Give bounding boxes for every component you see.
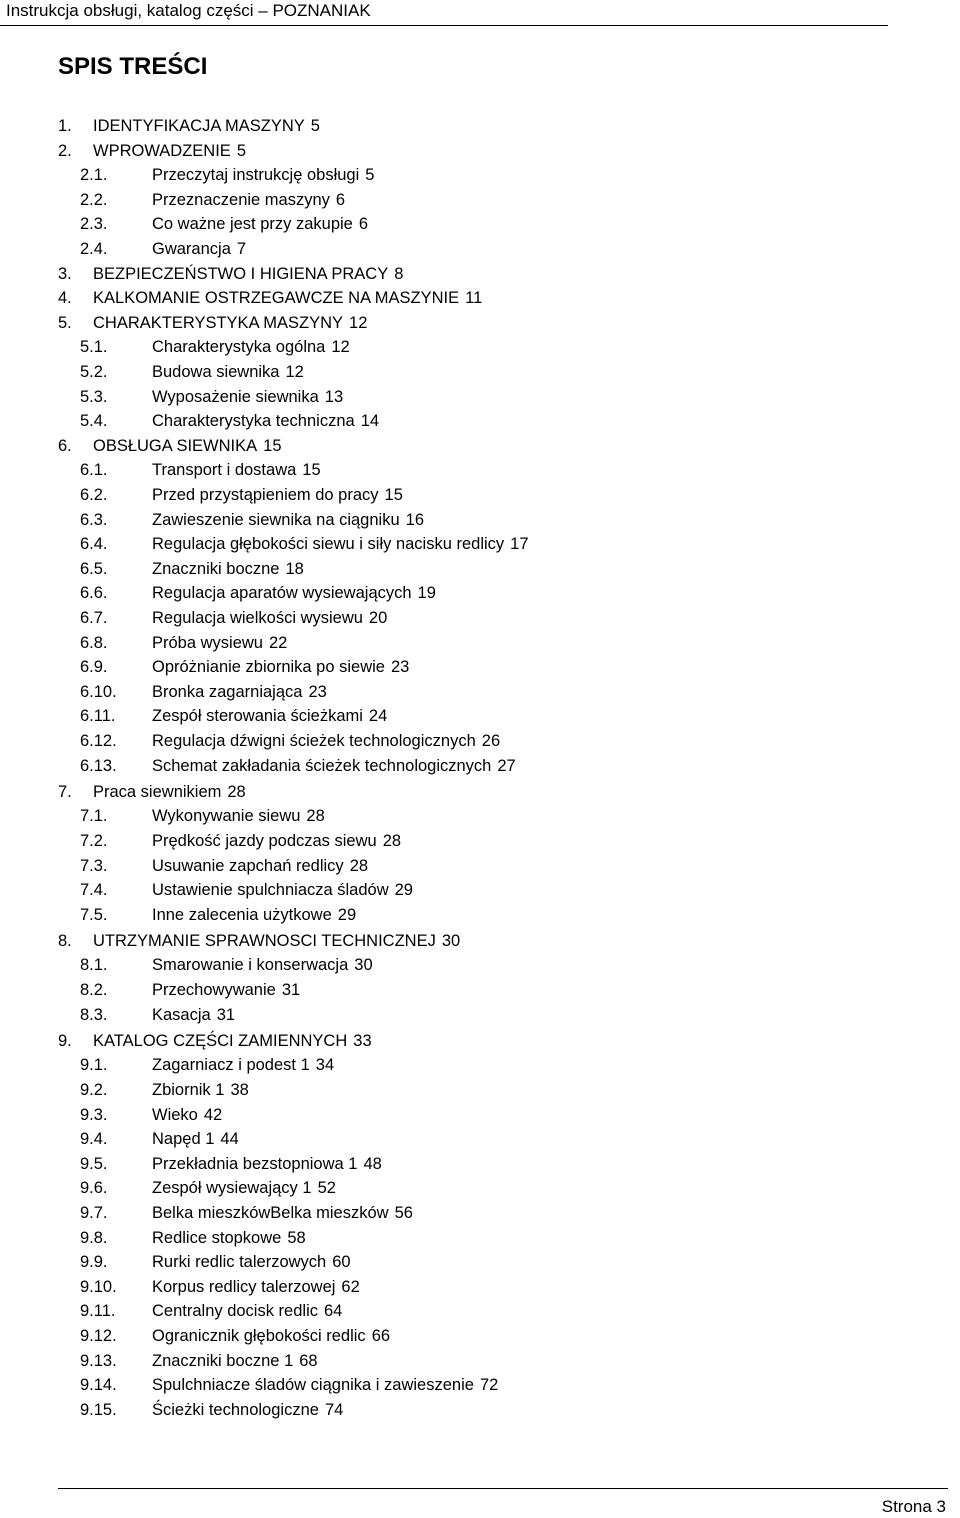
toc-entry-page: 28 — [306, 807, 325, 825]
toc-entry-number: 7.5. — [80, 906, 108, 924]
toc-entry-number: 6.1. — [80, 461, 108, 479]
toc-entry-number: 2. — [58, 142, 72, 160]
toc-entry-number: 9.14. — [80, 1376, 117, 1394]
toc-entry-page: 12 — [349, 314, 368, 332]
toc-entry-number: 9.12. — [80, 1327, 117, 1345]
toc-entry-page: 30 — [441, 932, 461, 950]
toc-entry-page: 30 — [354, 956, 373, 974]
toc-entry-title: Korpus redlicy talerzowej — [152, 1278, 336, 1296]
toc-entry-title: Zespół wysiewający 1 — [152, 1179, 312, 1197]
page-number: Strona 3 — [881, 1497, 946, 1516]
toc-entry-title: Znaczniki boczne — [152, 560, 280, 578]
toc-entry-title: KALKOMANIE OSTRZEGAWCZE NA MASZYNIE — [93, 289, 460, 307]
toc-entry-page: 23 — [390, 658, 410, 676]
toc-entry-page: 34 — [315, 1056, 335, 1074]
toc-entry-title: KATALOG CZĘŚCI ZAMIENNYCH — [93, 1032, 348, 1050]
toc-entry-title: Praca siewnikiem — [93, 783, 222, 801]
toc-entry-title: Charakterystyka ogólna — [152, 338, 326, 356]
toc-entry-number: 6.7. — [80, 609, 108, 627]
toc-entry-number: 7.4. — [80, 881, 108, 899]
toc-entry-title: Zawieszenie siewnika na ciągniku — [152, 511, 400, 529]
toc-entry-page: 22 — [268, 634, 288, 652]
toc-entry-title: Inne zalecenia użytkowe — [152, 906, 332, 924]
toc-entry-page: 12 — [331, 338, 350, 356]
toc-entry-page: 5 — [236, 142, 246, 160]
toc-entry-number: 9.10. — [80, 1278, 117, 1296]
toc-entry-title: Belka mieszkówBelka mieszków — [152, 1204, 389, 1222]
toc-entry-title: Przeczytaj instrukcję obsługi — [152, 166, 360, 184]
toc-entry-number: 6.6. — [80, 584, 108, 602]
toc-entry-number: 8.3. — [80, 1006, 108, 1024]
toc-entry-page: 33 — [353, 1032, 372, 1050]
toc-entry-number: 9.6. — [80, 1179, 108, 1197]
toc-entry-title: Przed przystąpieniem do pracy — [152, 486, 379, 504]
toc-entry-page: 44 — [220, 1130, 239, 1148]
toc-entry-title: Przekładnia bezstopniowa 1 — [152, 1155, 358, 1173]
toc-entry-number: 2.4. — [80, 240, 108, 258]
header-rule — [0, 25, 888, 26]
toc-entry-number: 5.4. — [80, 412, 108, 430]
toc-entry-page: 12 — [285, 363, 304, 381]
toc-entry-number: 7. — [58, 783, 72, 801]
toc-entry-page: 27 — [497, 757, 516, 775]
toc-entry-number: 9. — [58, 1032, 72, 1050]
toc-entry-number: 6.13. — [80, 757, 117, 775]
toc-entry-page: 15 — [302, 461, 321, 479]
toc-entry-title: CHARAKTERYSTYKA MASZYNY — [93, 314, 344, 332]
toc-entry-title: OBSŁUGA SIEWNIKA — [93, 437, 258, 455]
toc-entry-number: 5.1. — [80, 338, 108, 356]
toc-entry-page: 38 — [230, 1081, 249, 1099]
toc-entry-page: 19 — [417, 584, 436, 602]
toc-entry-page: 26 — [481, 732, 501, 750]
toc-entry-title: Ścieżki technologiczne — [152, 1401, 319, 1419]
toc-entry-number: 8.1. — [80, 956, 108, 974]
toc-entry-title: Przeznaczenie maszyny — [152, 191, 330, 209]
toc-entry-number: 6.11. — [80, 707, 116, 725]
toc-entry-page: 18 — [285, 560, 304, 578]
toc-entry-title: UTRZYMANIE SPRAWNOSCI TECHNICZNEJ — [93, 932, 436, 950]
toc-entry-page: 24 — [368, 707, 388, 725]
toc-entry-title: Transport i dostawa — [152, 461, 297, 479]
toc-entry-page: 28 — [349, 857, 369, 875]
toc-entry-page: 15 — [384, 486, 403, 504]
toc-entry-number: 5.3. — [80, 388, 108, 406]
toc-entry-title: Usuwanie zapchań redlicy — [152, 857, 344, 875]
toc-entry-number: 9.15. — [80, 1401, 117, 1419]
toc-entry-page: 6 — [358, 215, 369, 233]
toc-entry-page: 5 — [365, 166, 375, 184]
toc-heading: SPIS TREŚCI — [58, 53, 208, 80]
toc-entry-number: 9.8. — [80, 1229, 108, 1247]
toc-entry-page: 7 — [236, 240, 247, 258]
toc-entry-page: 72 — [479, 1376, 499, 1394]
toc-entry-number: 9.13. — [80, 1352, 117, 1370]
toc-entry-number: 9.2. — [80, 1081, 108, 1099]
toc-entry-title: Wyposażenie siewnika — [152, 388, 319, 406]
page-footer — [0, 1488, 960, 1517]
toc-entry-page: 60 — [332, 1253, 351, 1271]
toc-entry-number: 7.1. — [80, 807, 108, 825]
toc-entry-number: 9.7. — [80, 1204, 108, 1222]
toc-entry-number: 9.1. — [80, 1056, 108, 1074]
toc-entry-page: 74 — [324, 1401, 344, 1419]
toc-entry-title: Charakterystyka techniczna — [152, 412, 355, 430]
toc-entry-title: IDENTYFIKACJA MASZYNY — [93, 117, 305, 135]
toc-entry-page: 48 — [363, 1155, 382, 1173]
toc-entry-page: 28 — [227, 783, 246, 801]
toc-entry-page: 31 — [281, 981, 301, 999]
toc-entry-page: 68 — [299, 1352, 318, 1370]
toc-entry-number: 8. — [58, 932, 72, 950]
toc-entry-page: 5 — [310, 117, 320, 135]
toc-entry-page: 42 — [203, 1106, 223, 1124]
toc-entry-title: Zagarniacz i podest 1 — [152, 1056, 310, 1074]
toc-entry-title: Regulacja wielkości wysiewu — [152, 609, 363, 627]
toc-entry-number: 6.12. — [80, 732, 117, 750]
toc-entry-number: 9.9. — [80, 1253, 108, 1271]
toc-entry-number: 1. — [58, 117, 72, 135]
toc-entry-number: 9.3. — [80, 1106, 108, 1124]
toc-entry-page: 62 — [341, 1278, 360, 1296]
toc-entry-number: 4. — [58, 289, 72, 307]
toc-entry-title: Smarowanie i konserwacja — [152, 956, 349, 974]
toc-entry-title: Napęd 1 — [152, 1130, 215, 1148]
toc-entry-number: 2.1. — [80, 166, 108, 184]
toc-entry-title: Prędkość jazdy podczas siewu — [152, 832, 377, 850]
toc-entry-number: 5. — [58, 314, 72, 332]
footer-rule — [58, 1488, 948, 1489]
toc-entry-page: 56 — [394, 1204, 413, 1222]
toc-entry-title: Budowa siewnika — [152, 363, 280, 381]
toc-entry-title: Redlice stopkowe — [152, 1229, 282, 1247]
toc-entry-number: 6.8. — [80, 634, 108, 652]
toc-entry-number: 7.3. — [80, 857, 108, 875]
header-title: Instrukcja obsługi, katalog części – POZNANIAK — [6, 1, 371, 20]
toc-entry-number: 6.2. — [80, 486, 108, 504]
toc-entry-title: WPROWADZENIE — [93, 142, 231, 160]
toc-entry-page: 16 — [405, 511, 424, 529]
toc-entry-page: 31 — [216, 1006, 236, 1024]
toc-entry-page: 29 — [394, 881, 413, 899]
toc-entry-page: 14 — [360, 412, 380, 430]
toc-entry-number: 6.9. — [80, 658, 108, 676]
toc-entry-number: 6.3. — [80, 511, 108, 529]
toc-entry-page: 8 — [394, 265, 404, 283]
toc-entry-number: 3. — [58, 265, 72, 283]
toc-entry-title: Schemat zakładania ścieżek technologicznych — [152, 757, 492, 775]
toc-entry-number: 9.4. — [80, 1130, 108, 1148]
toc-entry-page: 66 — [371, 1327, 391, 1345]
toc-entry-page: 29 — [337, 906, 357, 924]
toc-entry-title: BEZPIECZEŃSTWO I HIGIENA PRACY — [93, 265, 389, 283]
toc-entry-page: 28 — [382, 832, 402, 850]
toc-entry-title: Spulchniacze śladów ciągnika i zawieszenie — [152, 1376, 474, 1394]
toc-entry-page: 11 — [465, 289, 483, 307]
toc-entry-title: Gwarancja — [152, 240, 231, 258]
toc-entry-number: 8.2. — [80, 981, 108, 999]
toc-entry-title: Regulacja głębokości siewu i siły nacisku redlicy — [152, 535, 505, 553]
toc-entry-title: Znaczniki boczne 1 — [152, 1352, 294, 1370]
toc-entry-page: 64 — [323, 1302, 343, 1320]
toc-entry-title: Wieko — [152, 1106, 198, 1124]
toc-entry-title: Co ważne jest przy zakupie — [152, 215, 353, 233]
toc-entry-title: Rurki redlic talerzowych — [152, 1253, 327, 1271]
toc-entry-number: 6.10. — [80, 683, 117, 701]
toc-entry-title: Kasacja — [152, 1006, 211, 1024]
toc-entry-title: Przechowywanie — [152, 981, 276, 999]
toc-entry-title: Wykonywanie siewu — [152, 807, 301, 825]
toc-entry-title: Ogranicznik głębokości redlic — [152, 1327, 366, 1345]
toc-entry-page: 17 — [510, 535, 529, 553]
toc-entry-title: Bronka zagarniająca — [152, 683, 303, 701]
toc-entry-page: 15 — [263, 437, 282, 455]
toc-entry-number: 7.2. — [80, 832, 108, 850]
toc-entry-number: 2.2. — [80, 191, 108, 209]
toc-entry-page: 52 — [317, 1179, 336, 1197]
toc-entry-title: Regulacja dźwigni ścieżek technologicznych — [152, 732, 476, 750]
toc-entry-page: 13 — [324, 388, 344, 406]
toc-entry-number: 9.5. — [80, 1155, 108, 1173]
toc-entry-title: Zespół sterowania ścieżkami — [152, 707, 363, 725]
toc-entry-title: Ustawienie spulchniacza śladów — [152, 881, 389, 899]
toc-entry-number: 9.11. — [80, 1302, 116, 1320]
toc-entry-page: 23 — [308, 683, 327, 701]
toc-entry-title: Regulacja aparatów wysiewających — [152, 584, 412, 602]
page-header — [0, 0, 960, 26]
toc-entry-number: 6.5. — [80, 560, 108, 578]
toc-entry-title: Centralny docisk redlic — [152, 1302, 318, 1320]
toc-entry-title: Próba wysiewu — [152, 634, 263, 652]
toc-entry-number: 6. — [58, 437, 72, 455]
toc-entry-number: 6.4. — [80, 535, 108, 553]
toc-entry-page: 6 — [335, 191, 346, 209]
toc-entry-page: 20 — [368, 609, 388, 627]
toc-entry-title: Opróżnianie zbiornika po siewie — [152, 658, 385, 676]
toc-entry-title: Zbiornik 1 — [152, 1081, 225, 1099]
toc-entry-number: 5.2. — [80, 363, 108, 381]
toc-entry-page: 58 — [287, 1229, 306, 1247]
toc-entry-number: 2.3. — [80, 215, 108, 233]
